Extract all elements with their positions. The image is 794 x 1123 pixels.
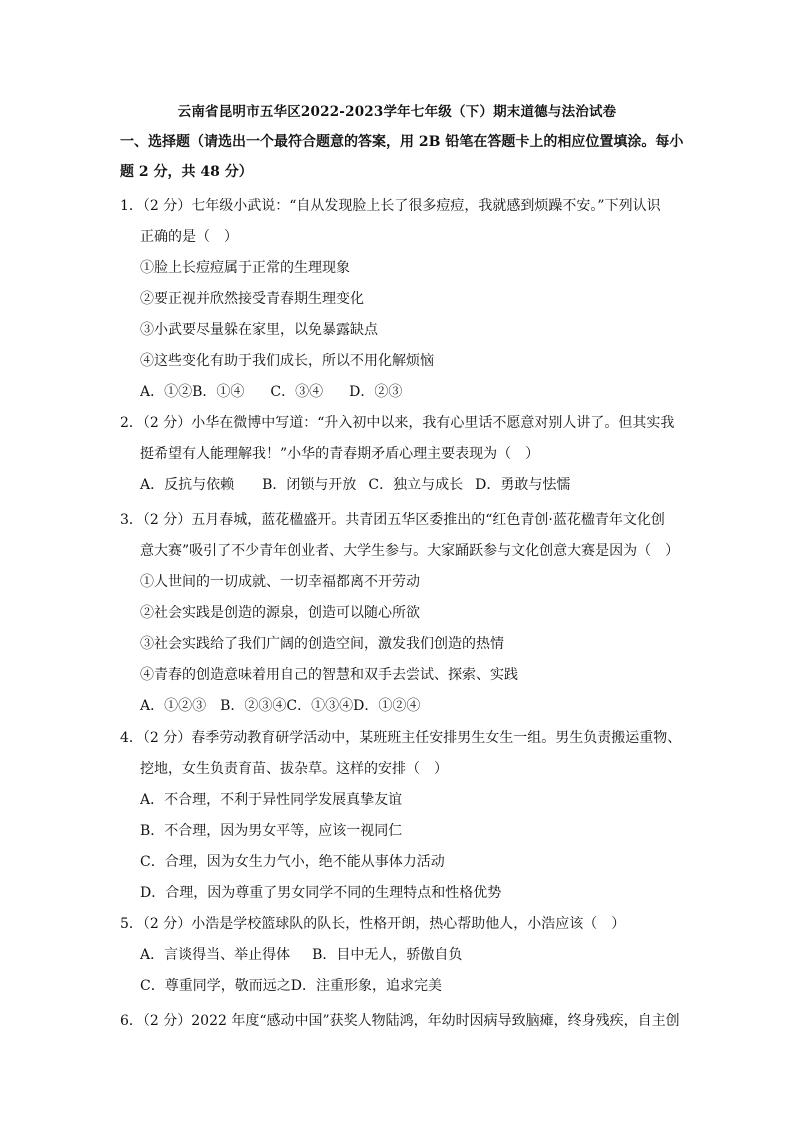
question-3-line1: 3．（2 分）五月春城，蓝花楹盛开。共青团五华区委推出的“红色青创·蓝花楹青年文化创 (120, 512, 665, 528)
question-3-options (140, 696, 420, 716)
question-1-option-a: A．①② (140, 384, 193, 400)
question-4-choice-c: C．合理，因为女生力气小，绝不能从事体力活动 (140, 854, 445, 870)
question-3-option-a: A．①②③ (140, 698, 207, 714)
question-1-item1: ①脸上长痘痘属于正常的生理现象 (140, 260, 350, 276)
question-1-line2: 正确的是（ ） (140, 229, 238, 245)
question-1-item3: ③小武要尽量躲在家里，以免暴露缺点 (140, 322, 378, 338)
question-5-option-c: C．尊重同学，敬而远之 (140, 978, 291, 994)
question-2-option-d: D．勇敢与怯懦 (475, 477, 571, 493)
section-heading-line2: 题 2 分，共 48 分） (120, 164, 253, 180)
question-4-line1: 4．（2 分）春季劳动教育研学活动中，某班班主任安排男生女生一组。男生负责搬运重物、 (120, 730, 682, 746)
question-5-option-d: D．注重形象，追求完美 (290, 978, 442, 994)
question-2-option-a: A．反抗与依赖 (140, 477, 235, 493)
question-3-item3: ③社会实践给了我们广阔的创造空间，激发我们创造的热情 (140, 636, 504, 652)
question-3-option-d: D．①②④ (353, 698, 421, 714)
question-5-line1: 5．（2 分）小浩是学校篮球队的队长，性格开朗，热心帮助他人，小浩应该（ ） (120, 916, 626, 932)
question-2-option-c: C．独立与成长 (368, 477, 464, 493)
question-3-item1: ①人世间的一切成就、一切幸福都离不开劳动 (140, 574, 420, 590)
question-4-choice-b: B．不合理，因为男女平等，应该一视同仁 (140, 823, 403, 839)
question-2-line2: 挺希望有人能理解我！”小华的青春期矛盾心理主要表现为（ ） (140, 446, 540, 462)
question-3-option-c: C．①③④ (286, 698, 354, 714)
question-1-option-d: D．②③ (349, 384, 403, 400)
question-5-option-a: A．言谈得当、举止得体 (140, 947, 291, 963)
question-4-line2: 挖地，女生负责育苗、拔杂草。这样的安排（ ） (140, 761, 448, 777)
question-3-line2: 意大赛”吸引了不少青年创业者、大学生参与。大家踊跃参与文化创意大赛是因为（ ） (140, 543, 680, 559)
question-6-line1: 6．（2 分）2022 年度“感动中国”获奖人物陆鸿，年幼时因病导致脑瘫，终身残疾，自主创 (120, 1013, 680, 1029)
question-3-item2: ②社会实践是创造的源泉，创造可以随心所欲 (140, 605, 420, 621)
question-4-choice-a: A．不合理，不利于异性同学发展真挚友谊 (140, 792, 403, 808)
question-3-item4: ④青春的创造意味着用自己的智慧和双手去尝试、探索、实践 (140, 667, 518, 683)
question-5-option-b: B．目中无人，骄傲自负 (312, 947, 463, 963)
question-1-item2: ②要正视并欣然接受青春期生理变化 (140, 291, 364, 307)
question-5-options-row1 (140, 945, 462, 965)
question-2-option-b: B．闭锁与开放 (262, 477, 357, 493)
page-title: 云南省昆明市五华区2022-2023学年七年级（下）期末道德与法治试卷 (177, 104, 617, 120)
question-1-option-c: C．③④ (270, 384, 324, 400)
question-1-item4: ④这些变化有助于我们成长，所以不用化解烦恼 (140, 353, 434, 369)
section-heading-line1: 一、选择题（请选出一个最符合题意的答案，用 2B 铅笔在答题卡上的相应位置填涂。每小 (120, 134, 684, 150)
question-1-line1: 1．（2 分）七年级小武说：“自从发现脸上长了很多痘痘，我就感到烦躁不安。”下列认识 (120, 198, 661, 214)
question-4-choice-d: D．合理，因为尊重了男女同学不同的生理特点和性格优势 (140, 885, 502, 901)
question-2-options (140, 475, 570, 495)
question-2-line1: 2．（2 分）小华在微博中写道：“升入初中以来，我有心里话不愿意对别人讲了。但其实我 (120, 415, 675, 431)
question-1-options (140, 382, 402, 402)
question-1-option-b: B．①④ (192, 384, 245, 400)
question-3-option-b: B．②③④ (220, 698, 287, 714)
question-5-options-row2 (140, 976, 442, 996)
